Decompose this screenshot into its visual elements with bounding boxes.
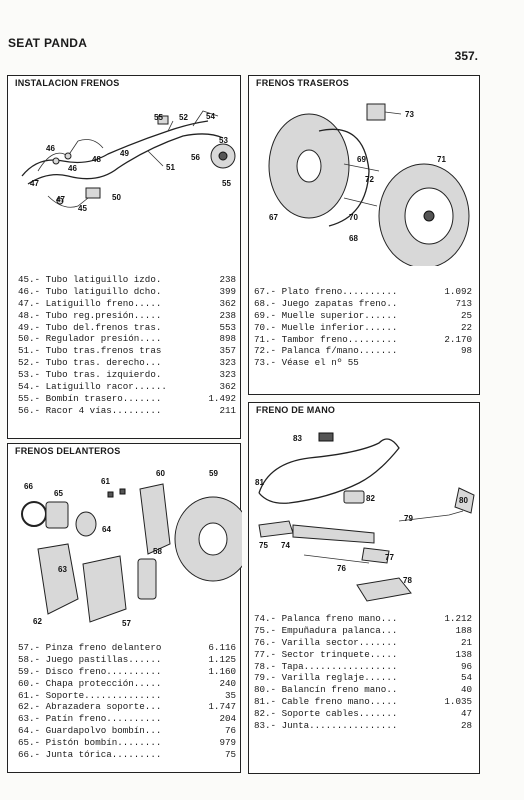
part-row: 48.- Tubo reg.presión..... 238 [18, 309, 236, 321]
callout-81: 81 [255, 478, 264, 487]
callout-79: 79 [404, 514, 413, 523]
callout-55b: 55 [222, 179, 231, 188]
part-row: 59.- Disco freno.......... 1.160 [18, 665, 236, 677]
part-row: 57.- Pinza freno delantero 6.116 [18, 642, 236, 653]
callout-61: 61 [101, 477, 110, 486]
parts-list [254, 613, 472, 732]
callout-76: 76 [337, 564, 346, 573]
part-row: 76.- Varilla sector....... 21 [254, 636, 472, 648]
callout-72: 72 [365, 175, 374, 184]
callout-52: 52 [179, 113, 188, 122]
callout-58: 58 [153, 547, 162, 556]
callout-73: 73 [405, 110, 414, 119]
callout-78: 78 [403, 576, 412, 585]
callout-68: 68 [349, 234, 358, 243]
callout-50: 50 [112, 193, 121, 202]
callout-62: 62 [33, 617, 42, 626]
part-row: 45.- Tubo latiguillo izdo. 238 [18, 274, 236, 285]
callout-77: 77 [385, 553, 394, 562]
panel-title: INSTALACION FRENOS [15, 78, 120, 88]
callout-55: 55 [154, 113, 163, 122]
callout-51: 51 [166, 163, 175, 172]
part-row: 47.- Latiguillo freno..... 362 [18, 297, 236, 309]
part-row: 54.- Latiguillo racor...... 362 [18, 381, 236, 393]
front-brake-illustration [8, 444, 242, 634]
part-row: 75.- Empuñadura palanca... 188 [254, 624, 472, 636]
parts-list [18, 274, 236, 417]
page-number: 357. [454, 49, 478, 63]
callout-71: 71 [437, 155, 446, 164]
parts-list [18, 642, 236, 761]
part-row: 51.- Tubo tras.frenos tras 357 [18, 345, 236, 357]
part-row: 80.- Balancín freno mano.. 40 [254, 684, 472, 696]
callout-60: 60 [156, 469, 165, 478]
part-row: 78.- Tapa................. 96 [254, 660, 472, 672]
callout-56: 56 [191, 153, 200, 162]
part-row: 65.- Pistón bombín........ 979 [18, 737, 236, 749]
callout-46b: 46 [68, 164, 77, 173]
panel-freno-de-mano [248, 402, 480, 774]
part-row: 67.- Plato freno.......... 1.092 [254, 286, 472, 297]
brake-lines-illustration [8, 76, 242, 266]
part-row: 77.- Sector trinquete..... 138 [254, 648, 472, 660]
handbrake-illustration [249, 403, 481, 608]
part-row: 61.- Soporte.............. 35 [18, 689, 236, 701]
callout-63: 63 [58, 565, 67, 574]
callout-67: 67 [269, 213, 278, 222]
parts-list [254, 286, 472, 369]
callout-80: 80 [459, 496, 468, 505]
callout-46: 46 [46, 144, 55, 153]
rear-brake-illustration [249, 76, 481, 266]
part-row: 79.- Varilla reglaje...... 54 [254, 672, 472, 684]
part-row: 64.- Guardapolvo bombín... 76 [18, 725, 236, 737]
panel-frenos-delanteros [7, 443, 241, 773]
part-row: 68.- Juego zapatas freno.. 713 [254, 297, 472, 309]
callout-47: 47 [30, 179, 39, 188]
document-title: SEAT PANDA [8, 36, 88, 50]
part-row: 70.- Muelle inferior...... 22 [254, 321, 472, 333]
part-row: 55.- Bombín trasero....... 1.492 [18, 392, 236, 404]
part-row: 52.- Tubo tras. derecho... 323 [18, 357, 236, 369]
callout-45: 45 [78, 204, 87, 213]
callout-83: 83 [293, 434, 302, 443]
callout-59: 59 [209, 469, 218, 478]
part-row: 60.- Chapa protección..... 240 [18, 677, 236, 689]
part-row: 66.- Junta tórica......... 75 [18, 749, 236, 761]
callout-47b: 47 [56, 195, 65, 204]
part-row: 82.- Soporte cables....... 47 [254, 708, 472, 720]
part-row: 72.- Palanca f/mano....... 98 [254, 345, 472, 357]
part-row: 56.- Racor 4 vías......... 211 [18, 404, 236, 416]
panel-title: FRENO DE MANO [256, 405, 336, 415]
callout-49: 49 [120, 149, 129, 158]
callout-57: 57 [122, 619, 131, 628]
part-row: 50.- Regulador presión.... 898 [18, 333, 236, 345]
part-row: 69.- Muelle superior...... 25 [254, 309, 472, 321]
part-row: 73.- Véase el nº 55 [254, 357, 359, 369]
callout-70: 70 [349, 213, 358, 222]
part-row: 58.- Juego pastillas...... 1.125 [18, 653, 236, 665]
callout-48: 48 [92, 155, 101, 164]
part-row: 71.- Tambor freno......... 2.170 [254, 333, 472, 345]
callout-54: 54 [206, 112, 215, 121]
callout-66: 66 [24, 482, 33, 491]
panel-frenos-traseros [248, 75, 480, 395]
callout-64: 64 [102, 525, 111, 534]
panel-title: FRENOS TRASEROS [256, 78, 350, 88]
part-row: 46.- Tubo latiguillo dcho. 399 [18, 285, 236, 297]
callout-82: 82 [366, 494, 375, 503]
callout-75: 75 [259, 541, 268, 550]
callout-69: 69 [357, 155, 366, 164]
part-row: 53.- Tubo tras. izquierdo. 323 [18, 369, 236, 381]
part-row: 49.- Tubo del.frenos tras. 553 [18, 321, 236, 333]
part-row: 81.- Cable freno mano..... 1.035 [254, 696, 472, 708]
part-row: 63.- Patín freno.......... 204 [18, 713, 236, 725]
part-row: 62.- Abrazadera soporte... 1.747 [18, 701, 236, 713]
part-row: 83.- Junta................ 28 [254, 720, 472, 732]
part-row: 74.- Palanca freno mano... 1.212 [254, 613, 472, 624]
panel-title: FRENOS DELANTEROS [15, 446, 121, 456]
callout-74: 74 [281, 541, 290, 550]
panel-instalacion-frenos [7, 75, 241, 439]
callout-65: 65 [54, 489, 63, 498]
callout-53: 53 [219, 136, 228, 145]
